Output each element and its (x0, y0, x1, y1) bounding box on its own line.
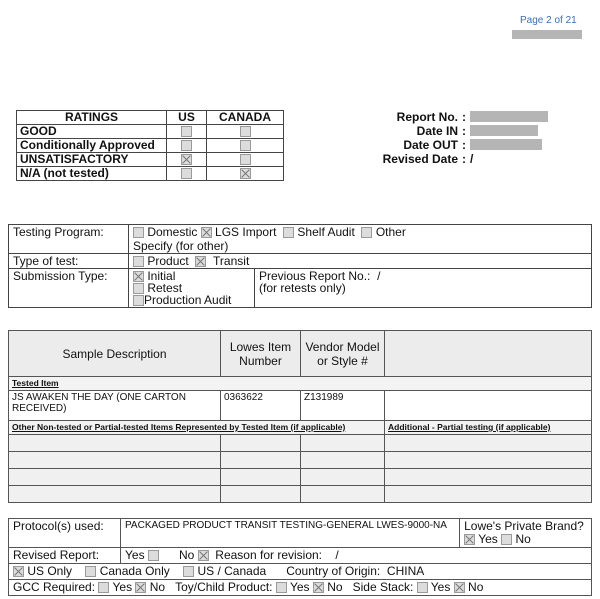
item-description: JS AWAKEN THE DAY (ONE CARTON RECEIVED) (9, 391, 221, 421)
us-only-checkbox[interactable] (13, 566, 24, 577)
private-brand-label: Lowe's Private Brand? (464, 519, 584, 533)
specify-label: Specify (for other) (133, 239, 229, 253)
sample-description-header: Sample Description (9, 331, 221, 377)
ratings-header: RATINGS (17, 111, 167, 125)
redacted-bar (470, 139, 542, 150)
country-value: CHINA (386, 564, 425, 578)
domestic-label: Domestic (147, 225, 198, 239)
item-number: 0363622 (221, 391, 301, 421)
revised-yes-checkbox[interactable] (148, 550, 159, 561)
protocol-value: PACKAGED PRODUCT TRANSIT TESTING-GENERAL LWES-9000-NA (121, 519, 460, 548)
transit-label: Transit (213, 254, 250, 268)
toy-no-checkbox[interactable] (313, 582, 324, 593)
date-in-label: Date IN (416, 124, 458, 138)
protocol-label: Protocol(s) used: (9, 519, 121, 548)
reason-label: Reason for revision: (215, 548, 323, 562)
redacted-bar (512, 30, 582, 39)
toy-child-label: Toy/Child Product: (175, 580, 273, 594)
lgs-import-label: LGS Import (215, 225, 277, 239)
ratings-table (16, 110, 284, 181)
revised-date-label: Revised Date (382, 152, 458, 166)
gcc-yes-checkbox[interactable] (98, 582, 109, 593)
na-us-checkbox[interactable] (181, 168, 192, 179)
gcc-no-checkbox[interactable] (135, 582, 146, 593)
vendor-model-header: Vendor Model or Style # (301, 331, 385, 377)
brand-no-checkbox[interactable] (501, 534, 512, 545)
table-row (9, 435, 221, 452)
product-checkbox[interactable] (133, 256, 144, 267)
good-us-checkbox[interactable] (181, 126, 192, 137)
production-audit-checkbox[interactable] (133, 295, 144, 306)
us-header: US (167, 111, 207, 125)
no-label: No (327, 580, 343, 594)
side-stack-label: Side Stack: (352, 580, 414, 594)
sample-table (8, 330, 592, 503)
side-yes-checkbox[interactable] (417, 582, 428, 593)
shelf-audit-checkbox[interactable] (283, 227, 294, 238)
yes-label: Yes (125, 548, 145, 562)
lowes-item-header: Lowes Item Number (221, 331, 301, 377)
no-label: No (178, 548, 195, 562)
table-row (9, 486, 221, 503)
testing-program-label: Testing Program: (9, 225, 129, 254)
no-label: No (515, 532, 531, 546)
toy-yes-checkbox[interactable] (276, 582, 287, 593)
revised-report-label: Revised Report: (9, 548, 121, 564)
yes-label: Yes (478, 532, 498, 546)
production-audit-label: Production Audit (144, 293, 232, 307)
shelf-audit-label: Shelf Audit (297, 225, 355, 239)
conditional-canada-checkbox[interactable] (240, 140, 251, 151)
canada-only-label: Canada Only (99, 564, 170, 578)
rating-label: Conditionally Approved (17, 139, 167, 153)
blank-header (385, 331, 592, 377)
report-info: Report No. : Date IN : Date OUT : Revised Date : / (372, 110, 548, 166)
retest-label: Retest (147, 281, 183, 295)
brand-yes-checkbox[interactable] (464, 534, 475, 545)
initial-label: Initial (147, 269, 176, 283)
rating-label: UNSATISFACTORY (17, 153, 167, 167)
additional-label: Additional - Partial testing (if applicable) (385, 421, 592, 435)
us-only-label: US Only (27, 564, 73, 578)
submission-type-label: Submission Type: (9, 269, 129, 308)
tested-item-label: Tested Item (9, 377, 592, 391)
revised-no-checkbox[interactable] (198, 550, 209, 561)
other-items-label: Other Non-tested or Partial-tested Items Represented by Tested Item (if applicable) (9, 421, 385, 435)
previous-report-value: / (377, 269, 381, 283)
conditional-us-checkbox[interactable] (181, 140, 192, 151)
product-label: Product (147, 254, 189, 268)
us-canada-checkbox[interactable] (183, 566, 194, 577)
retest-checkbox[interactable] (133, 283, 144, 294)
redacted-bar (470, 125, 538, 136)
no-label: No (149, 580, 166, 594)
yes-label: Yes (289, 580, 310, 594)
other-checkbox[interactable] (361, 227, 372, 238)
yes-label: Yes (430, 580, 451, 594)
item-model: Z131989 (301, 391, 385, 421)
initial-checkbox[interactable] (133, 271, 144, 282)
previous-report-label: Previous Report No.: (259, 269, 371, 283)
table-row (9, 469, 221, 486)
report-no-label: Report No. (396, 110, 458, 124)
rating-label: N/A (not tested) (17, 167, 167, 181)
lgs-import-checkbox[interactable] (201, 227, 212, 238)
redacted-bar (470, 111, 548, 122)
transit-checkbox[interactable] (195, 256, 206, 267)
country-label: Country of Origin: (286, 564, 381, 578)
page-number: Page 2 of 21 (520, 15, 577, 26)
na-canada-checkbox[interactable] (240, 168, 251, 179)
revised-date-value: / (470, 152, 474, 166)
rating-label: GOOD (17, 125, 167, 139)
other-label: Other (375, 225, 406, 239)
date-out-label: Date OUT (403, 138, 458, 152)
no-label: No (468, 580, 484, 594)
protocol-table (8, 518, 592, 596)
us-canada-label: US / Canada (197, 564, 267, 578)
yes-label: Yes (112, 580, 133, 594)
canada-only-checkbox[interactable] (85, 566, 96, 577)
gcc-label: GCC Required: (13, 580, 96, 594)
type-of-test-label: Type of test: (9, 254, 129, 269)
unsatisfactory-us-checkbox[interactable] (181, 154, 192, 165)
retests-note: (for retests only) (259, 281, 346, 295)
canada-header: CANADA (207, 111, 284, 125)
testing-program-table (8, 224, 592, 308)
unsatisfactory-canada-checkbox[interactable] (240, 154, 251, 165)
table-row (9, 452, 221, 469)
domestic-checkbox[interactable] (133, 227, 144, 238)
good-canada-checkbox[interactable] (240, 126, 251, 137)
reason-value: / (335, 548, 339, 562)
side-no-checkbox[interactable] (454, 582, 465, 593)
